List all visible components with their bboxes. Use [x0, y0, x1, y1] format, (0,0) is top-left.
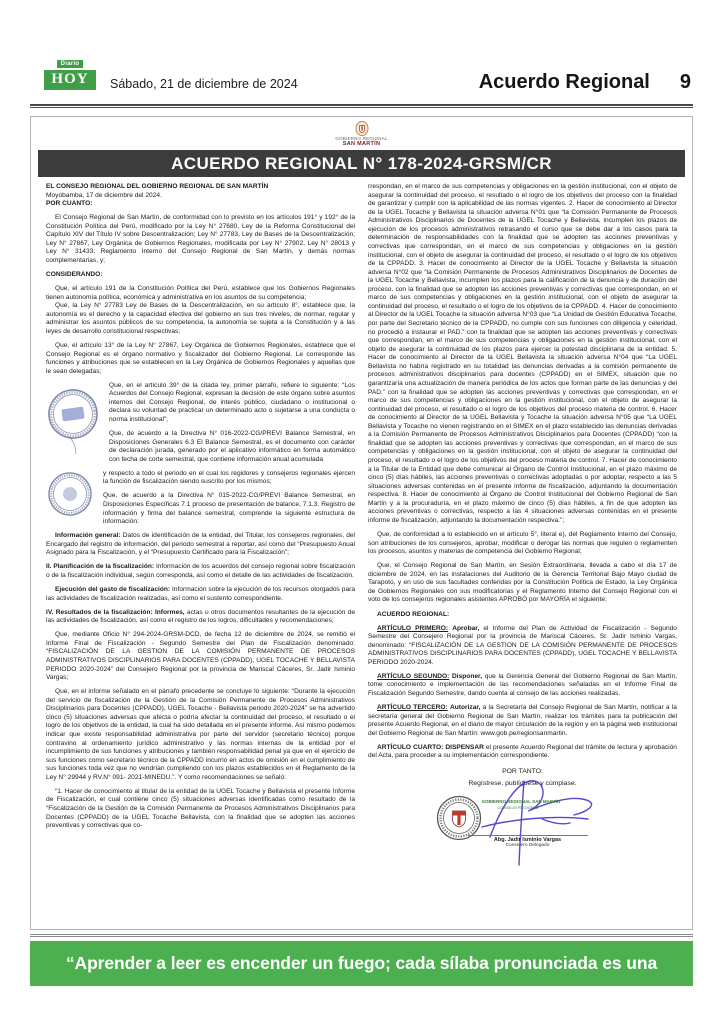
paragraph [46, 586, 355, 603]
articulo-text: el presente Acuerdo Regional del trámite de lectura y aprobación del Acta, para proceder a su implementación correspondiente. [368, 743, 677, 760]
masthead-rule [30, 104, 693, 108]
seal-org-subname: CONSEJO REGIONAL [497, 804, 539, 810]
paragraph: Que, el artículo 191 de la Constitución Política del Perú, establece que los Gobiernos Regionales tienen autonomía política, económica y administrativa en los asuntos de su competencia; [46, 285, 355, 301]
round-stamp-icon [46, 378, 102, 458]
articulo-tercero [368, 704, 677, 738]
paragraph-text: Datos de identificación de la entidad, del Titular, los consejeros regionales, del Encargado del registro de información, del periodo semestral a reportar, así como del “Presupuesto Anual Asignado para la Fiscalización, y el “Presupuesto Certificado para la Fiscalización”; [46, 532, 355, 557]
articulo-cuarto [368, 744, 677, 761]
acuerdo-title-banner: ACUERDO REGIONAL N° 178-2024-GRSM/CR [38, 150, 685, 177]
paragraph: Que, el artículo 13° de la Ley N° 27867, Ley Orgánica de Gobiernos Regionales, establece que el Consejo Regional es el órgano normativo y fiscalizador del Gobierno Regional. Le corresponde las funciones y atribuciones que se establecen en la Ley Orgánica de Gobiernos Regionales y aquellas que le sean delegadas; [46, 342, 355, 375]
grsm-logo [302, 121, 422, 147]
considerando-heading: CONSIDERANDO: [46, 271, 103, 279]
articulo-lead: ARTÍCULO TERCERO: [377, 704, 448, 712]
paragraph: Que, de conformidad a lo establecido en el artículo 5°, literal e), del Reglamento Interno del Consejo, son atribuciones de los consejeros, aprobar, modificar o derogar las normas que regulen o reglamenten los procesos, asuntos y materias de competencia del Gobierno Regional; [368, 531, 677, 556]
paragraph: Que, la Ley N° 27783 Ley de Bases de la Descentralización, en su artículo 8°, establece que, la autonomía es el derecho y la capacidad efectiva del gobierno en sus tres niveles, de normar, regular y administrar los asuntos públicos de su competencia, la autonomía se sujeta a la Constitución y a las leyes de desarrollo constitucional respectivas; [46, 302, 355, 335]
paragraph: Que, en el informe señalado en el párrafo precedente se concluye lo siguiente: “Durante la ejecución del servicio de fiscalización de la Gestión de la Comisión Permanente de Procesos Administrativos Disciplinarios para Docentes (CPPADD), UGEL Tocache - Bellavista periodo 2020-2024” se ha advertido cinco (5) situaciones adversas que afecta o podría afectar la continuidad del proceso, el resultado o el logro de los objetivos de la entidad, la cual ha sido detallada en el presente informe. Así mismo podemos indicar que existe responsabilidad administrativa por parte del servidor (secretario técnico) porque contravino al ordenamiento jurídico administrativo y las normas internas de la entidad por el incumplimiento de sus funciones y atribuciones y también responsabilidad penal ya que en el ejercicio de sus funciones como secretario técnico de la CPPADD incurrió en actos de omisión en el cumplimiento de sus funciones toda vez que no vendrían cumpliendo con los plazos establecidos en el Reglamento de la Ley N° 29944 y RV.N° 091- 2021-MINEDU.”. Y como recomendaciones se señaló: [46, 688, 355, 781]
council-heading: EL CONSEJO REGIONAL DEL GOBIERNO REGIONAL DE SAN MARTÍN [46, 183, 269, 190]
paragraph: El Consejo Regional de San Martín, de conformidad con lo previsto en los artículos 191° y 192° de la Constitución Política del Perú, modificado por la Ley N° 27680, Ley de la Reforma Constitucional del Capítulo XIV del Título IV sobre Descentralización; Ley N° 27783, Ley de Bases de la Descentralización; Ley N° 27867, Ley Orgánica de Gobiernos Regionales, modificada por Ley N° 27902, Ley N° 28013 y Ley N° 31433; Reglamento Interno del Consejo Regional de San Martín, y demás normas complementarias, y; [46, 214, 355, 264]
diario-hoy-logo-small: Diario [57, 60, 84, 68]
diario-hoy-logo-main: HOY [44, 70, 96, 90]
paragraph-lead: Información general: [55, 532, 121, 540]
paragraph-text: Información de los acuerdos del consejo regional sobre fiscalización o de la fiscalización individual, según corresponda, así como el detalle de las actividades de fiscalización. [46, 563, 355, 579]
acuerdo-regional-heading: ACUERDO REGIONAL: [377, 610, 450, 618]
paragraph: “1. Hacer de conocimiento al titular de la entidad de la UGEL Tocache y Bellavista el presente Informe de Fiscalización, el cual contiene cinco (5) situaciones adversas identificadas como resultado de la “Fiscalización de la Gestión de la Comisión Permanente de Procesos Administrativos Disciplinarios para Docentes (CPPADD) de la UGEL Tocache Bellavista, con la finalidad que se adopten las acciones preventivas y correctivas que co- [46, 787, 355, 830]
grsm-logo-line2: SAN MARTÍN [342, 140, 381, 147]
articulo-lead: ARTÍCULO PRIMERO: [377, 624, 449, 632]
paragraph: Que, el Consejo Regional de San Martín, en Sesión Extraordinaria, llevada a cabo el día 17 de diciembre de 2024, en las instalaciones del Auditorio de la Gerencia Territorial Bajo Mayo ciudad de Tarapoto, y en uso de sus facultades conferidas por la Constitución Política de Estado, la Ley Orgánica de Gobiernos Regionales con sus modificatorias y el Reglamento Interno del Consejo Regional con el voto de los consejeros regionales asistentes APROBÓ por MAYORÍA el siguiente: [368, 562, 677, 604]
articulo-primero [368, 625, 677, 668]
paragraph: Que, en el artículo 39° de la citada ley, primer párrafo, refiere lo siguiente: “Los Acuerdos del Consejo Regional, expresan la decisión de este órgano sobre asuntos internos del Consejo Regional, de interés público, ciudadano o institucional o declara su voluntad de practicar un determinado acto o sujetarse a una conducta o norma institucional”; [109, 381, 355, 423]
articulo-text: el Informe del Plan de Actividad de Fiscalización - Segundo Semestre del Consejero Regional por la provincia de Mariscal Cáceres, Sr. Jadir Isminio Vargas, denominado: “FISCALIZACIÓN DE LA GESTION DE LA COMISIÓN PERMANENTE DE PROCESOS ADMINISTRATIVOS DISCIPLINARIOS PARA DOCENTES (CPPADD), UGEL TOCACHE Y BELLAVISTA PERIODO 2020-2024. [368, 624, 677, 666]
document-frame [30, 116, 693, 930]
place-date: Moyobamba, 17 de diciembre del 2024. [46, 191, 162, 199]
por-tanto-label: POR TANTO: [502, 767, 543, 775]
articulo-verb: Aprobar, [452, 624, 480, 632]
page-number: 9 [679, 71, 691, 93]
articulo-text: a la Secretaría del Consejo Regional de San Martín, notificar a la secretaría general del Gobierno Regional de San Martín, realizar los trámites para la publicación del presente Acuerdo Regional, en el diario de mayor circulación de la región y en la página web institucional del Gobierno Regional de San Martín: www.gob.pe/regionsanmartin. [368, 704, 677, 737]
articulo-verb: Disponer, [452, 672, 483, 680]
signatory-role: Consejero Delegado [505, 842, 550, 848]
por-cuanto-heading: POR CUANTO: [46, 200, 93, 208]
round-stamp-icon [46, 466, 96, 526]
seal-and-signature [428, 791, 618, 853]
grsm-crest-icon [355, 121, 369, 136]
paragraph: rrespondan, en el marco de sus competencias y obligaciones en la gestión institucional, con el objeto de asegurar la continuidad del proceso, el resultado o el logro de los objetivos del proceso con la finalidad de garantizar y cumplir con la aplicabilidad de las normas vigentes. 2. Hacer de conocimiento al Director de la UGEL Tocache y Bellavista la situación adversa N°01 que “la Comisión Permanente de Procesos Administrativos Disciplinarios de Docentes de la UGEL Tocache y Bellavista, incumplen los plazos de ejecución de los procesos administrativos retrasando el curso que se debe dar a los casos para la determinación de responsabilidades con la finalidad que se adopten las acciones preventivas y correctivas que correspondan, en el marco de sus competencias y obligaciones en la gestión institucional, con el objeto de asegurar la continuidad del proceso, el resultado o el logro de los objetivos de la CPPADD. 3. Hacer de conocimiento al Director de la UGEL Tocache y Bellavista la situación adversa N°02 que “la Comisión Permanente de Procesos Administrativos Disciplinarios de Docentes de la UGEL Tocache y Bellavista, incumplen los plazos para la calificación de la denuncia y de duración del proceso. con la finalidad que se adopten las acciones preventivas y correctivas que correspondan, en el marco de sus competencias y obligaciones en la gestión institucional, con el objeto de asegurar la continuidad del proceso, el resultado o el logro de los objetivos de la CPPADD. 4. Hacer de conocimiento al Director de la UGEL Tocache la situación adversa N°03 que “La Unidad de Gestión Educativa Tocache, por parte del Secretario técnico de la CPPADD, no cumple con sus funciones con diligencia y celeridad, no procedió a instaurar el PAD.” con la finalidad que se adopten las acciones preventivas y correctivas que correspondan, en el marco de sus competencias y obligaciones en la gestión institucional, con el objeto de asegurar la continuidad de los plazos para ejercer la potestad disciplinaria de la entidad. 5. Hacer de conocimiento al Director de la UGEL Bellavista la situación adversa N°04 que “La UGEL Bellavista no habría registrado en su totalidad las denuncias derivadas a la comisión permanente de procesos administrativos disciplinarios para docentes (CPPADD) en el SIMEX, situación que no garantizaría una actualización de manera periódica de los actos que forman parte de las denuncias y del PAD.” con la finalidad que se adopten las acciones preventivas y correctivas que correspondan, en el marco de sus competencias y obligaciones en la gestión institucional, con el objeto de asegurar la continuidad del proceso, el resultado o el logro de los objetivos del proceso materia de control. 6. Hacer de conocimiento al Director de la UGEL Bellavista y Tocache la situación adversa N°05 que “La UGEL Bellavista y Tocache no vienen registrando en el SIMEX en el plazo establecido las denuncias derivadas a la Comisión Permanente de Procesos Administrativos Disciplinarios para Docentes (CPPADD) “con la finalidad que se adopten las acciones preventivas y correctivas que correspondan, en el marco de sus competencias y obligaciones en la gestión institucional, con el objeto de asegurar la continuidad del proceso, el resultado o el logro de los objetivos del proceso materia de control. 7. Hacer de conocimiento a la Titular de la Entidad que debe comunicar al Órgano de Control Institucional, en el plazo máximo de cinco (5) días hábiles, las acciones preventivas o correctivas adoptadas o por adoptar, respecto a las 5 situaciones adversas contenidas en el presente informe de fiscalización, adjuntando la documentación respectiva. 8. Hacer de conocimiento al Órgano de Control Institucional del Gobierno Regional de San Martín y a la procuraduría, en el plazo máximo de cinco (5) días hábiles, a fin de que adopten las acciones preventivas o correctivas, respecto a las 4 situaciones adversas contenidas en el presente informe de fiscalización, adjuntando la documentación respectiva.”; [368, 183, 677, 524]
paragraph: Que, de acuerdo a la Directiva N° 016-2022-CG/PREVI Balance Semestral, en Disposiciones Generales 6.3 El Balance Semestral, es el documento con carácter de declaración jurada, generado por el aplicativo informático en forma automático con fecha de corte semestral, que contiene información anual acumulada [109, 430, 355, 463]
masthead-right [479, 71, 691, 94]
paragraph: Que, mediante Oficio N° 294-2024-GRSM-DCD, de fecha 12 de diciembre de 2024, se remitió el Informe Final de Fiscalización - Segundo Semestre del Plan de Fiscalización denominado: “FISCALIZACIÓN DE LA GESTION DE LA COMISIÓN PERMANENTE DE PROCESOS ADMINISTRATIVOS DISCIPLINARIOS PARA DOCENTES (CPPADD), UGEL TOCACHE Y BELLAVISTA PERIODO 2020-2024” del Consejero Regional por la provincia de Mariscal Cáceres, Sr. Jadir Isminio Vargas; [46, 631, 355, 682]
paragraph-text: actas u otros documentos resultantes de la ejecución de las actividades de fiscalización, así como el registro de los logros, dificultades y recomendaciones; [46, 608, 356, 625]
masthead [30, 50, 693, 100]
articulo-lead: ARTÍCULO SEGUNDO: [377, 672, 450, 680]
handwritten-signature-icon [462, 775, 612, 867]
section-title: Acuerdo Regional [478, 71, 650, 93]
signatory-name: Abg. Jadir Isminio Vargas [468, 835, 588, 844]
footer-rule [30, 934, 693, 937]
articulo-lead: ARTÍCULO CUARTO: [377, 743, 444, 751]
paragraph [46, 609, 355, 626]
articulo-text: que la Gerencia General del Gobierno Regional de San Martín, tome conocimiento e implementación de las recomendaciones señaladas en el Informe Final de Fiscalización Segundo Semestre, dando cuenta al consejo de las acciones realizadas. [368, 672, 677, 697]
paragraph-lead: II. Planificación de la fiscalización: [46, 563, 155, 571]
left-column [46, 183, 355, 921]
articulo-verb: DISPENSAR [445, 743, 484, 751]
footer-quote-banner: “Aprender a leer es encender un fuego; cada sílaba pronunciada es una chispa”. [30, 941, 693, 986]
articulo-segundo [368, 673, 677, 699]
diario-hoy-logo [44, 52, 96, 90]
paragraph-lead: Ejecución del gasto de fiscalización: [55, 586, 171, 593]
paragraph: Que, de acuerdo a la Directiva N° 015-2022-CG/PREVI Balance Semestral, en Disposiciones Específicas 7.1 proceso de presentación de balance, 7.1.3. Registro de información y firma del balance semestral, comprende la siguiente estructura de información: [103, 492, 355, 526]
paragraph-text: Información sobre la ejecución de los recursos otorgados para las actividades de fiscalización realizadas, así como el sustento correspondiente. [46, 586, 355, 602]
seal-org-name: GOBIERNO REGIONAL SAN MARTÍN [481, 798, 561, 804]
articulo-verb: Autorizar, [449, 704, 481, 712]
paragraph: y respecto a todo el periodo en el cual los regidores y consejeros regionales ejercen la función de fiscalización siendo suscrito por los mismos; [103, 469, 355, 486]
article-body [31, 177, 692, 921]
paragraph [46, 563, 355, 580]
edition-date: Sábado, 21 de diciembre de 2024 [110, 77, 298, 91]
paragraph [46, 532, 355, 558]
registrese-label: Regístrese, publíquese y cúmplase. [468, 779, 577, 787]
signature-block [368, 768, 677, 864]
right-column [368, 183, 677, 921]
grsm-logo-line1: GOBIERNO REGIONAL [335, 136, 388, 141]
paragraph-lead: IV. Resultados de la fiscalización: Informes, [46, 608, 185, 616]
